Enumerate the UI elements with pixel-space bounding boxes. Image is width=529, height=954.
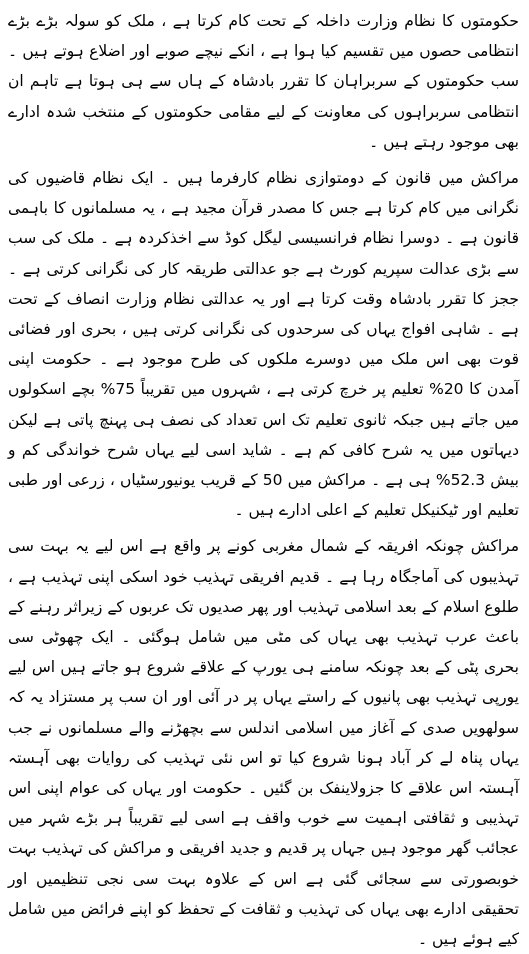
paragraph-culture-history: مراکش چونکہ افریقہ کے شمال مغربی کونے پر واقع ہے اس لیے یہ بہت سی تہذیبوں کی آماجگاہ رہا ہے ۔ قدیم افریقی تہذیب خود اسکی اپنی تہذیب ہے ، طلوع اسلام کے بعد اسلامی تہذیب اور پھر صدیوں تک عربوں کے زیراثر رہنے کے باعث عرب تہذیب بھی یہاں کی مٹی میں شامل ہوگئی ۔ ایک چھوٹی سی بحری پٹی کے بعد چونکہ سامنے ہی یورپ کے علاقے شروع ہو جاتے ہیں اس لیے یورپی تہذیب بھی پانیوں کے راستے یہاں پر در آئی اور ان سب پر مستزاد یہ کہ سولھویں صدی کے آغاز میں اسلامی اندلس سے بچھڑنے والے مسلمانوں نے جب یہاں پناہ لے کر آباد ہونا شروع کیا تو اس نئی تہذیب کی روایات بھی آہستہ آہستہ اس علاقے کا جزولاینفک بن گئیں ۔ حکومت اور یہاں کی عوام اپنی اس تہذیبی و ثقافتی اہمیت سے خوب واقف ہے اسی لیے تقریباً ہر بڑے شہر میں عجائب گھر موجود ہیں جہاں پر قدیم و جدید افریقی و مراکش کی تہذیب بہت خوبصورتی سے سجائی گئی ہے اس کے علاوہ بہت سی نجی تنظیمیں اور تحقیقی ادارے بھی یہاں کی تہذیب و ثقافت کے تحفظ کو اپنے فرائض میں شامل کیے ہوئے ہیں ۔ [8,537,519,949]
paragraph-local-government: حکومتوں کا نظام وزارت داخلہ کے تحت کام کرتا ہے ، ملک کو سولہ بڑے بڑے انتظامی حصوں میں تقسیم کیا ہوا ہے ، انکے نیچے صوبے اور اضلاع ہوتے ہیں ۔ سب حکومتوں کے سربراہان کا تقرر بادشاہ کے ہاں سے ہی ہوتا ہے تاہم ان انتظامی سربراہوں کی معاونت کے لیے مقامی حکومتوں کے منتخب شدہ ادارے بھی موجود رہتے ہیں ۔ [8,12,519,151]
paragraph-legal-system: مراکش میں قانون کے دومتوازی نظام کارفرما ہیں ۔ ایک نظام قاضیوں کی نگرانی میں کام کرتا ہے جس کا مصدر قرآن مجید ہے ، یہ مسلمانوں کا باہمی قانون ہے ۔ دوسرا نظام فرانسیسی لیگل کوڈ سے اخذکردہ ہے ۔ ملک کی سب سے بڑی عدالت سپریم کورٹ ہے جو عدالتی طریقہ کار کی نگرانی کرتی ہے ۔ ججز کا تقرر بادشاہ وقت کرتا ہے اور یہ عدالتی نظام وزارت انصاف کے تحت ہے ۔ شاہی افواج یہاں کی سرحدوں کی نگرانی کرتی ہیں ، بحری اور فضائی قوت بھی اس ملک میں دوسرے ملکوں کی طرح موجود ہے ۔ حکومت اپنی آمدن کا 20% تعلیم پر خرچ کرتی ہے ، شہروں میں تقریباً 75% بچے اسکولوں میں جاتے ہیں جبکہ ثانوی تعلیم تک اس تعداد کی نصف ہی پہنچ پاتی ہے لیکن دیہاتوں میں یہ شرح کافی کم ہے ۔ شاید اسی لیے یہاں شرح خواندگی کم و بیش 52.3% ہی ہے ۔ مراکش میں 50 کے قریب یونیورسٹیاں ، زرعی اور طبی تعلیم اور ٹیکنیکل تعلیم کے اعلی ادارے ہیں ۔ [8,169,519,520]
